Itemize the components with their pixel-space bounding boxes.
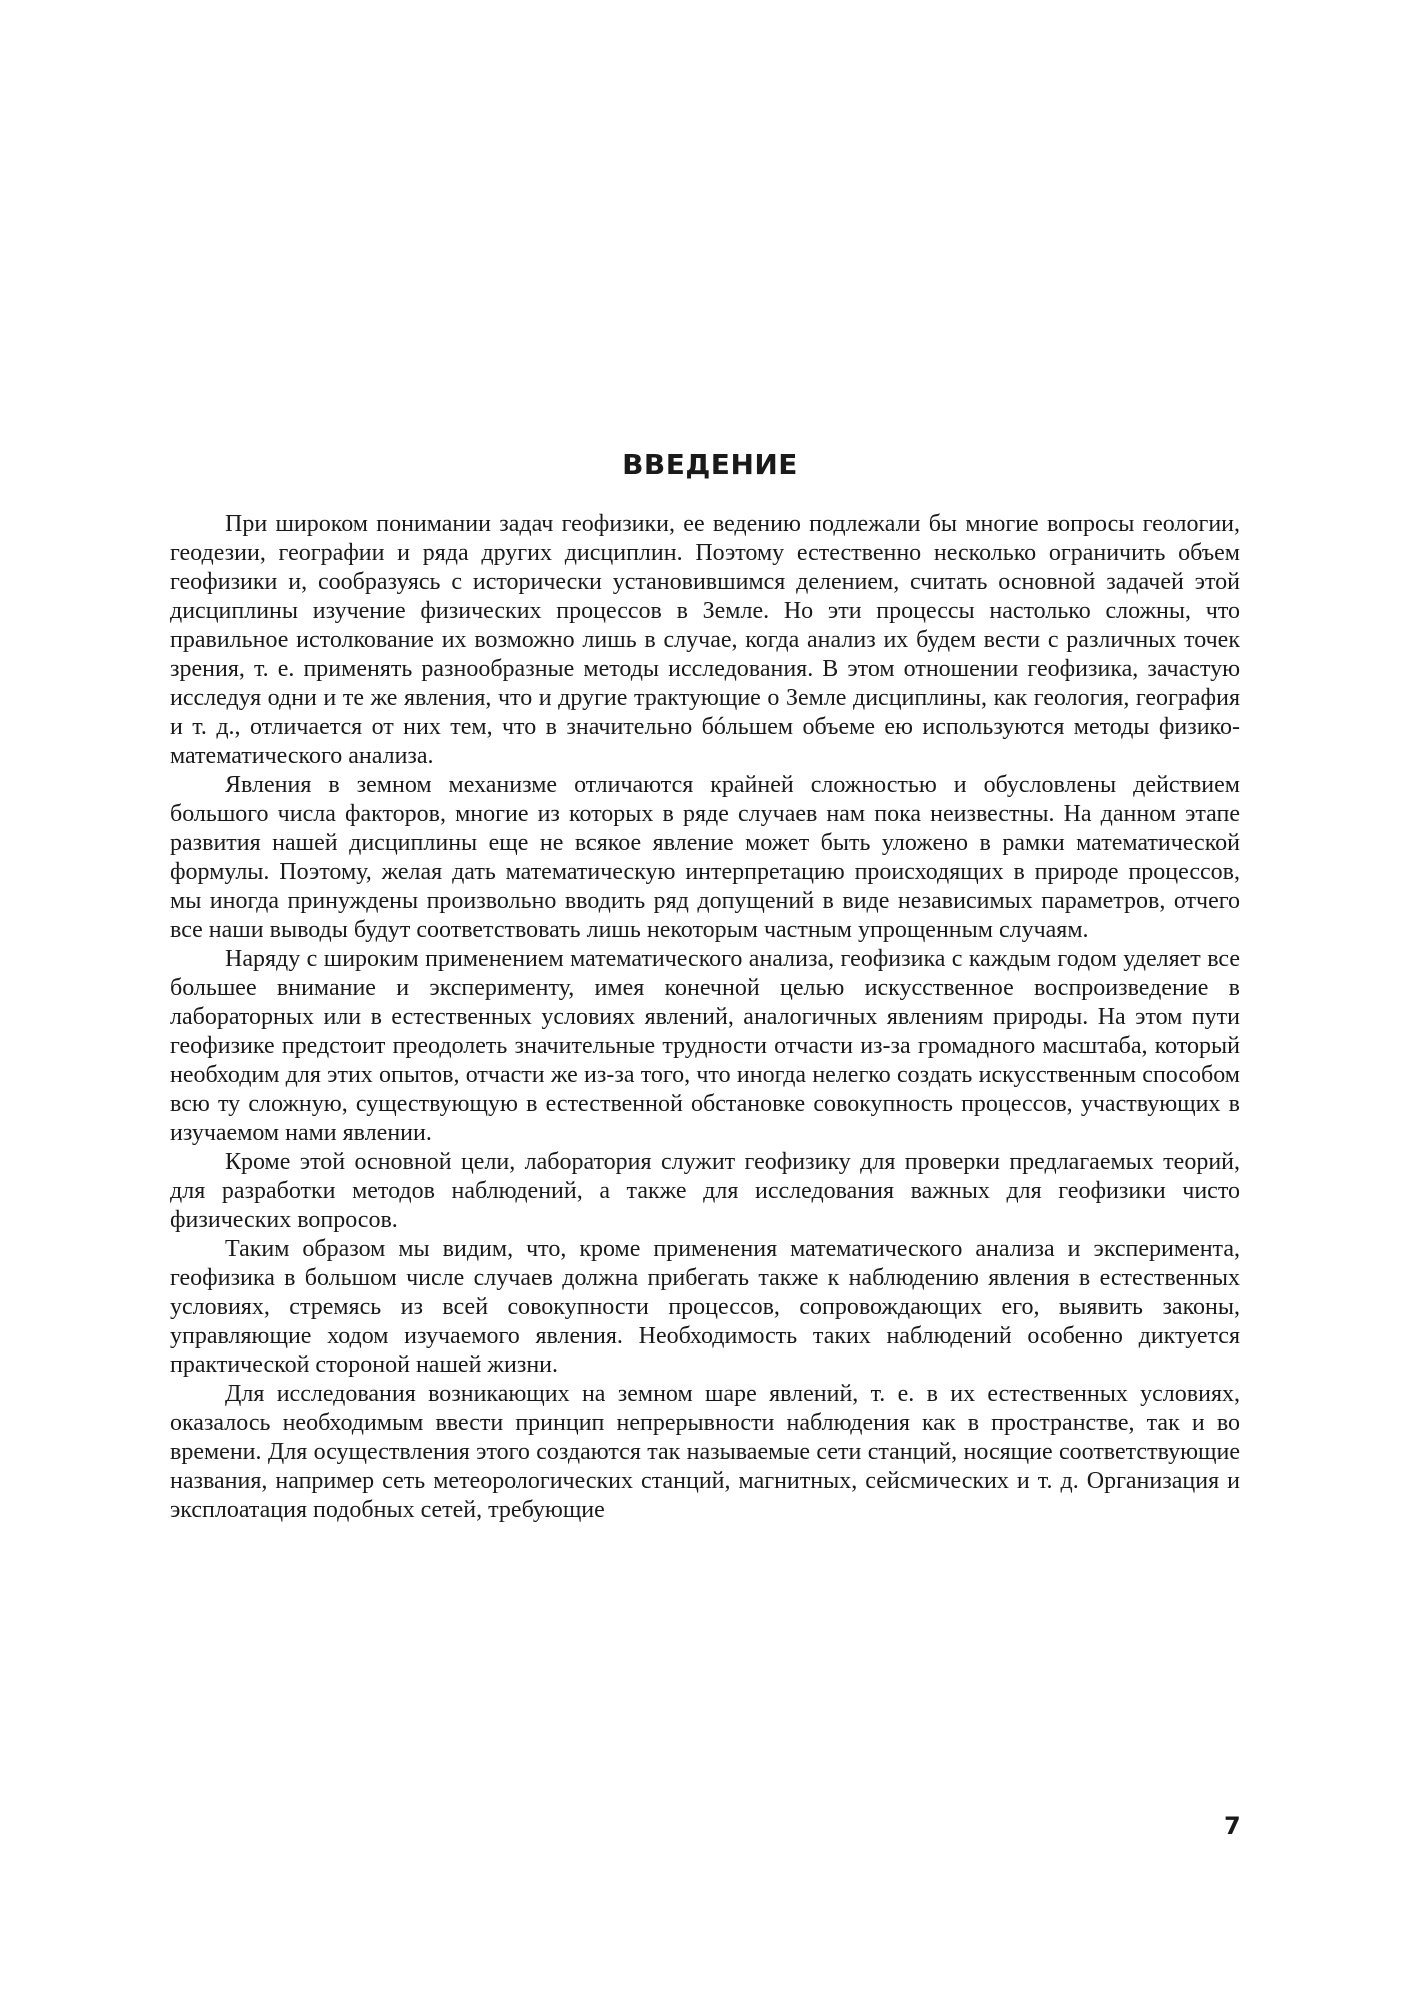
paragraph: Таким образом мы видим, что, кроме применения математического анализа и эксперимента, геофизика в большом числе случаев должна прибегать также к наблюдению явления в естественных условиях, стремясь из всей совокупности процессов, сопровождающих его, выявить законы, управляющие ходом изучаемого явления. Необходимость таких наблюдений особенно диктуется практической стороной нашей жизни. bbox=[170, 1236, 1240, 1378]
paragraph: Явления в земном механизме отличаются крайней сложностью и обусловлены действием большого числа факторов, многие из которых в ряде случаев нам пока неизвестны. На данном этапе развития нашей дисциплины еще не всякое явление может быть уложено в рамки математической формулы. Поэтому, желая дать математическую интерпретацию происходящих в природе процессов, мы иногда принуждены произвольно вводить ряд допущений в виде независимых параметров, отчего все наши выводы будут соответствовать лишь некоторым частным упрощенным случаям. bbox=[170, 772, 1240, 943]
paragraph: При широком понимании задач геофизики, ее ведению подлежали бы многие вопросы геологии, геодезии, географии и ряда других дисциплин. Поэтому естественно несколько ограничить объем геофизики и, сообразуясь с исторически установившимся делением, считать основной задачей этой дисциплины изучение физических процессов в Земле. Но эти процессы настолько сложны, что правильное истолкование их возможно лишь в случае, когда анализ их будем вести с различных точек зрения, т. е. применять разнообразные методы исследования. В этом отношении геофизика, зачастую исследуя одни и те же явления, что и другие трактующие о Земле дисциплины, как геология, география и т. д., отличается от них тем, что в значительно бóльшем объеме ею используются методы физико-математического анализа. bbox=[170, 511, 1240, 769]
paragraph: Кроме этой основной цели, лаборатория служит геофизику для проверки предлагаемых теорий, для разработки методов наблюдений, а также для исследования важных для геофизики чисто физических вопросов. bbox=[170, 1149, 1240, 1233]
page-number: 7 bbox=[1224, 1812, 1241, 1840]
paragraph: Для исследования возникающих на земном шаре явлений, т. е. в их естественных условиях, оказалось необходимым ввести принцип непрерывности наблюдения как в пространстве, так и во времени. Для осуществления этого создаются так называемые сети станций, носящие соответствующие названия, например сеть метеорологических станций, магнитных, сейсмических и т. д. Организация и эксплоатация подобных сетей, требующие bbox=[170, 1381, 1240, 1523]
body-text bbox=[170, 510, 1240, 1525]
paragraph: Наряду с широким применением математического анализа, геофизика с каждым годом уделяет все большее внимание и эксперименту, имея конечной целью искусственное воспроизведение в лабораторных или в естественных условиях явлений, аналогичных явлениям природы. На этом пути геофизике предстоит преодолеть значительные трудности отчасти из-за громадного масштаба, который необходим для этих опытов, отчасти же из-за того, что иногда нелегко создать искусственным способом всю ту сложную, существующую в естественной обстановке совокупность процессов, участвующих в изучаемом нами явлении. bbox=[170, 946, 1240, 1146]
chapter-title: ВВЕДЕНИЕ bbox=[622, 448, 798, 481]
